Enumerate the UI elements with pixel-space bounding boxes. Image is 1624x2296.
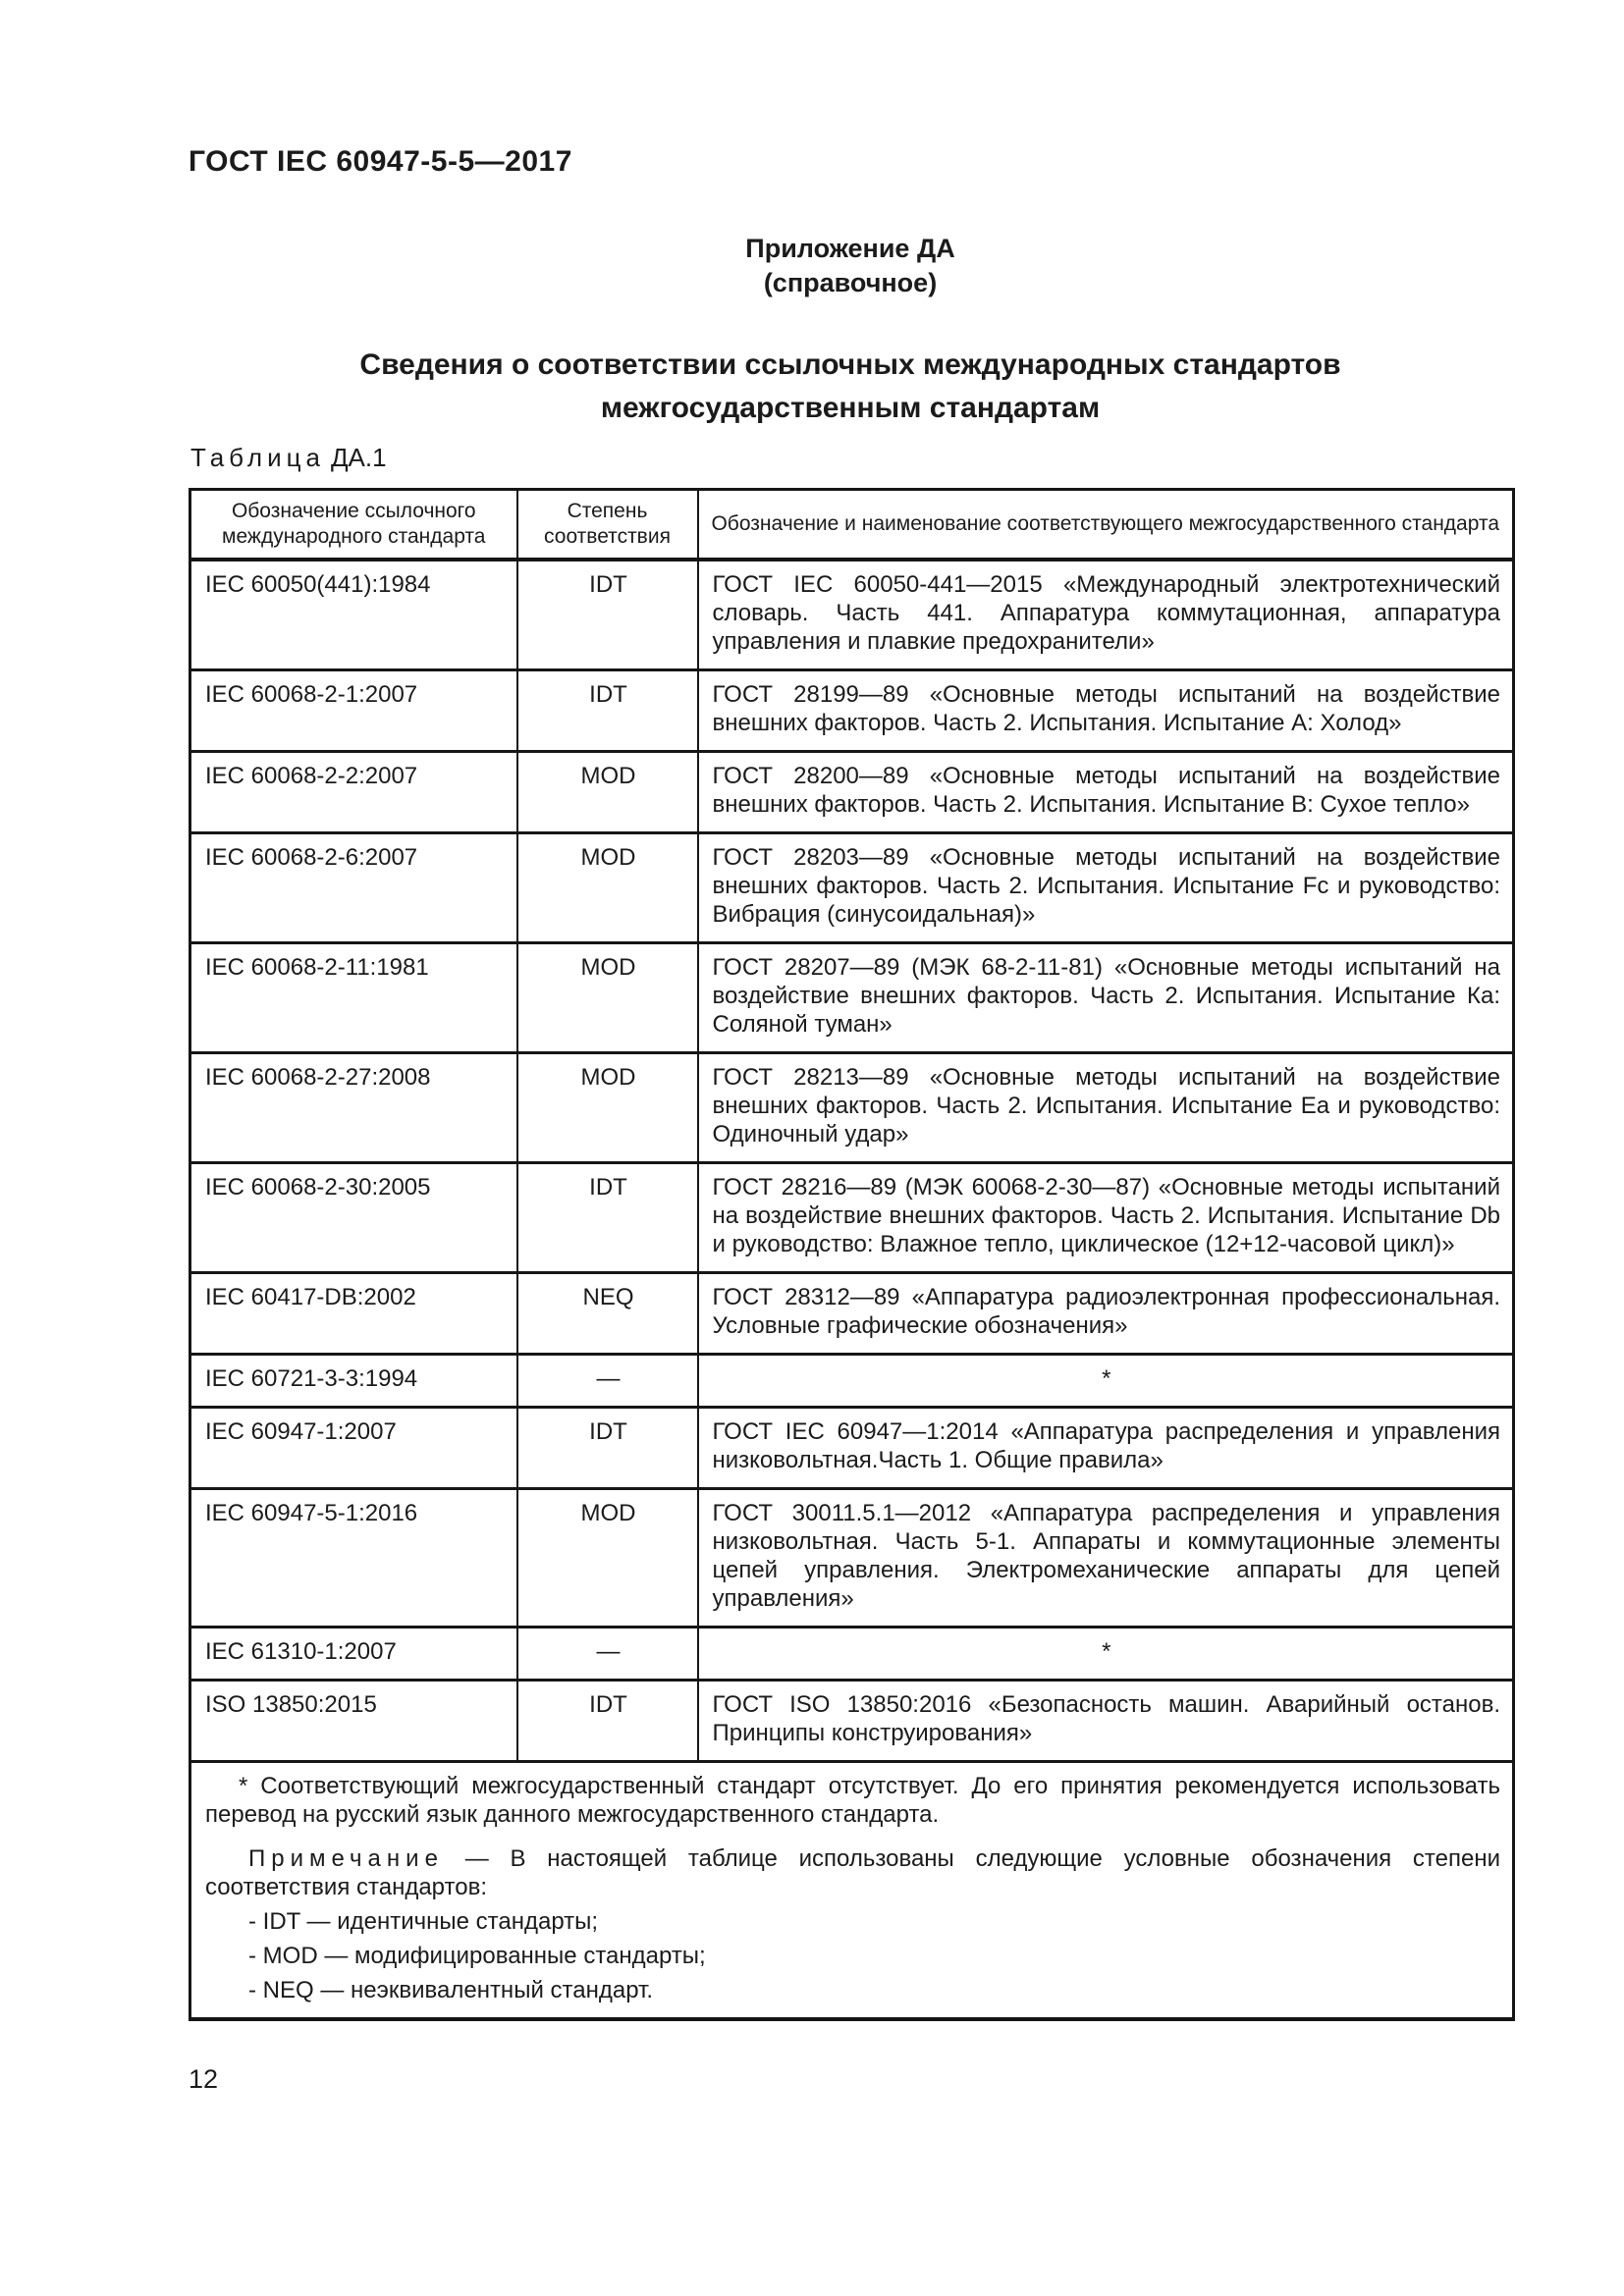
table-row (190, 943, 1514, 1053)
table-row (190, 1355, 1514, 1408)
table-caption (190, 443, 387, 473)
table-row (190, 560, 1514, 670)
page-number: 12 (189, 2064, 219, 2094)
description-cell: ГОСТ 30011.5.1—2012 «Аппаратура распределения и управления низковольтная. Часть 5-1. Аппараты и коммутационные элементы цепей управления. Электромеханические аппараты для цепей управления» (698, 1489, 1514, 1628)
description-cell: ГОСТ IEC 60050-441—2015 «Международный электротехнический словарь. Часть 441. Аппаратура коммутационная, аппаратура управления и плавкие предохранители» (698, 560, 1514, 670)
degree-cell: IDT (517, 560, 698, 670)
degree-cell: — (517, 1355, 698, 1408)
footnote-row (190, 1762, 1514, 2020)
note-item: - IDT — идентичные стандарты; (248, 1908, 599, 1935)
table-row (190, 833, 1514, 943)
col-header-description: Обозначение и наименование соответствующего межгосударственного стандарта (698, 490, 1514, 561)
document-code: ГОСТ IEC 60947-5-5—2017 (189, 145, 572, 178)
description-cell: ГОСТ ISO 13850:2016 «Безопасность машин. Аварийный останов. Принципы конструирования» (698, 1681, 1514, 1762)
description-cell: ГОСТ 28203—89 «Основные методы испытаний на воздействие внешних факторов. Часть 2. Испытания. Испытание Fc и руководство: Вибрация (синусоидальная)» (698, 833, 1514, 943)
reference-cell: IEC 60068-2-1:2007 (190, 670, 517, 752)
reference-cell: IEC 61310-1:2007 (190, 1628, 517, 1681)
header-row (190, 490, 1514, 561)
reference-cell: IEC 60068-2-30:2005 (190, 1163, 517, 1273)
col-header-degree: Степень соответствия (517, 490, 698, 561)
reference-cell: ISO 13850:2015 (190, 1681, 517, 1762)
reference-cell: IEC 60068-2-2:2007 (190, 752, 517, 833)
degree-cell: IDT (517, 1408, 698, 1489)
note-text: — В настоящей таблице использованы следующие условные обозначения степени соответствия стандартов: (205, 1845, 1500, 1900)
reference-cell: IEC 60050(441):1984 (190, 560, 517, 670)
degree-cell: NEQ (517, 1273, 698, 1355)
description-cell: ГОСТ 28216—89 (МЭК 60068-2-30—87) «Основные методы испытаний на воздействие внешних факторов. Часть 2. Испытания. Испытание Db и руководство: Влажное тепло, циклическое (12+12-часовой цикл)» (698, 1163, 1514, 1273)
reference-cell: IEC 60417-DB:2002 (190, 1273, 517, 1355)
description-cell: ГОСТ 28312—89 «Аппаратура радиоэлектронная профессиональная. Условные графические обозначения» (698, 1273, 1514, 1355)
annex-heading (189, 232, 1512, 300)
table-row (190, 1408, 1514, 1489)
table-row (190, 670, 1514, 752)
degree-cell: MOD (517, 1053, 698, 1163)
annex-type: (справочное) (763, 268, 938, 297)
footnote-cell (190, 1762, 1514, 2020)
table-caption-word: Таблица (190, 443, 325, 472)
col-header-reference-standard: Обозначение ссылочного международного стандарта (190, 490, 517, 561)
note-item: - NEQ — неэквивалентный стандарт. (248, 1977, 654, 2003)
degree-cell: MOD (517, 1489, 698, 1628)
reference-cell: IEC 60721-3-3:1994 (190, 1355, 517, 1408)
table-row (190, 1273, 1514, 1355)
table-row (190, 752, 1514, 833)
degree-cell: IDT (517, 1681, 698, 1762)
note-item: - MOD — модифицированные стандарты; (248, 1943, 706, 1969)
asterisk-cell: * (698, 1628, 1514, 1681)
note-paragraph (205, 1844, 1500, 1901)
section-title (189, 344, 1512, 430)
description-cell: ГОСТ 28199—89 «Основные методы испытаний на воздействие внешних факторов. Часть 2. Испытания. Испытание А: Холод» (698, 670, 1514, 752)
section-title-line2: межгосударственным стандартам (600, 392, 1101, 424)
description-cell: ГОСТ 28213—89 «Основные методы испытаний на воздействие внешних факторов. Часть 2. Испытания. Испытание Еа и руководство: Одиночный удар» (698, 1053, 1514, 1163)
note-label: Примечание (248, 1845, 444, 1872)
reference-cell: IEC 60068-2-11:1981 (190, 943, 517, 1053)
table-caption-number: ДА.1 (330, 443, 387, 472)
degree-cell: MOD (517, 833, 698, 943)
correspondence-table (189, 488, 1515, 2021)
degree-cell: MOD (517, 943, 698, 1053)
reference-cell: IEC 60068-2-6:2007 (190, 833, 517, 943)
table-row (190, 1489, 1514, 1628)
reference-cell: IEC 60947-5-1:2016 (190, 1489, 517, 1628)
annex-name: Приложение ДА (745, 234, 955, 263)
footnote-asterisk-text: * Соответствующий межгосударственный стандарт отсутствует. До его принятия рекомендуется использовать перевод на русский язык данного межгосударственного стандарта. (205, 1773, 1500, 1828)
table-row (190, 1681, 1514, 1762)
asterisk-cell: * (698, 1355, 1514, 1408)
reference-cell: IEC 60068-2-27:2008 (190, 1053, 517, 1163)
reference-cell: IEC 60947-1:2007 (190, 1408, 517, 1489)
description-cell: ГОСТ IEC 60947—1:2014 «Аппаратура распределения и управления низковольтная.Часть 1. Общие правила» (698, 1408, 1514, 1489)
section-title-line1: Сведения о соответствии ссылочных международных стандартов (359, 348, 1341, 381)
table-row (190, 1163, 1514, 1273)
table-row (190, 1628, 1514, 1681)
degree-cell: — (517, 1628, 698, 1681)
degree-cell: IDT (517, 670, 698, 752)
table-row (190, 1053, 1514, 1163)
description-cell: ГОСТ 28207—89 (МЭК 68-2-11-81) «Основные методы испытаний на воздействие внешних факторов. Часть 2. Испытания. Испытание Ка: Соляной туман» (698, 943, 1514, 1053)
description-cell: ГОСТ 28200—89 «Основные методы испытаний на воздействие внешних факторов. Часть 2. Испытания. Испытание В: Сухое тепло» (698, 752, 1514, 833)
degree-cell: MOD (517, 752, 698, 833)
degree-cell: IDT (517, 1163, 698, 1273)
